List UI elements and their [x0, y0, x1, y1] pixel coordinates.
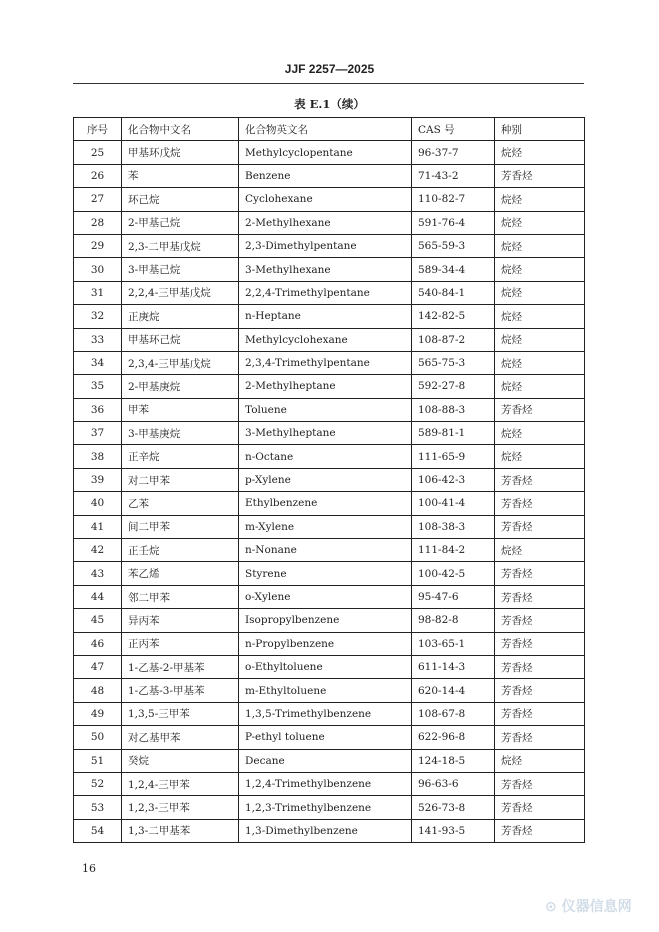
cell-english-name: Cyclohexane — [239, 188, 412, 211]
cell-category: 烷烃 — [495, 258, 585, 281]
cell-english-name: m-Ethyltoluene — [239, 679, 412, 702]
cell-index: 52 — [74, 772, 122, 795]
cell-category: 芳香烃 — [495, 562, 585, 585]
cell-index: 51 — [74, 749, 122, 772]
col-header-english-name: 化合物英文名 — [239, 118, 412, 141]
table-row — [74, 328, 585, 351]
cell-chinese-name: 2,2,4-三甲基戊烷 — [122, 281, 239, 304]
cell-cas-number: 98-82-8 — [412, 609, 495, 632]
cell-english-name: 2,3-Dimethylpentane — [239, 234, 412, 257]
cell-index: 33 — [74, 328, 122, 351]
cell-chinese-name: 2,3-二甲基戊烷 — [122, 234, 239, 257]
cell-cas-number: 526-73-8 — [412, 796, 495, 819]
cell-category: 芳香烃 — [495, 468, 585, 491]
cell-category: 芳香烃 — [495, 164, 585, 187]
cell-category: 芳香烃 — [495, 819, 585, 842]
table-caption: 表 E.1（续） — [294, 97, 365, 111]
cell-cas-number: 96-37-7 — [412, 141, 495, 164]
cell-cas-number: 591-76-4 — [412, 211, 495, 234]
table-row — [74, 141, 585, 164]
cell-index: 31 — [74, 281, 122, 304]
cell-english-name: 2,2,4-Trimethylpentane — [239, 281, 412, 304]
cell-chinese-name: 2-甲基庚烷 — [122, 375, 239, 398]
cell-category: 烷烃 — [495, 328, 585, 351]
table-row — [74, 281, 585, 304]
cell-cas-number: 142-82-5 — [412, 305, 495, 328]
cell-cas-number: 565-59-3 — [412, 234, 495, 257]
table-row — [74, 375, 585, 398]
cell-cas-number: 108-67-8 — [412, 702, 495, 725]
cell-english-name: m-Xylene — [239, 515, 412, 538]
cell-cas-number: 141-93-5 — [412, 819, 495, 842]
cell-english-name: Ethylbenzene — [239, 492, 412, 515]
cell-english-name: p-Xylene — [239, 468, 412, 491]
header-rule — [73, 83, 584, 84]
cell-cas-number: 100-41-4 — [412, 492, 495, 515]
col-header-chinese-name: 化合物中文名 — [122, 118, 239, 141]
cell-chinese-name: 甲基环戊烷 — [122, 141, 239, 164]
cell-index: 42 — [74, 539, 122, 562]
cell-cas-number: 622-96-8 — [412, 726, 495, 749]
cell-cas-number: 100-42-5 — [412, 562, 495, 585]
cell-category: 烷烃 — [495, 211, 585, 234]
cell-chinese-name: 1-乙基-2-甲基苯 — [122, 655, 239, 678]
cell-cas-number: 611-14-3 — [412, 655, 495, 678]
cell-chinese-name: 1,2,3-三甲苯 — [122, 796, 239, 819]
cell-english-name: P-ethyl toluene — [239, 726, 412, 749]
cell-chinese-name: 对乙基甲苯 — [122, 726, 239, 749]
cell-index: 30 — [74, 258, 122, 281]
table-row — [74, 211, 585, 234]
col-header-index: 序号 — [74, 118, 122, 141]
cell-english-name: Decane — [239, 749, 412, 772]
cell-cas-number: 565-75-3 — [412, 351, 495, 374]
cell-index: 29 — [74, 234, 122, 257]
cell-cas-number: 110-82-7 — [412, 188, 495, 211]
cell-chinese-name: 癸烷 — [122, 749, 239, 772]
cell-category: 芳香烃 — [495, 655, 585, 678]
table-row — [74, 445, 585, 468]
cell-chinese-name: 正辛烷 — [122, 445, 239, 468]
cell-cas-number: 111-65-9 — [412, 445, 495, 468]
table-row — [74, 351, 585, 374]
cell-chinese-name: 2-甲基己烷 — [122, 211, 239, 234]
cell-index: 54 — [74, 819, 122, 842]
cell-english-name: 3-Methylhexane — [239, 258, 412, 281]
cell-index: 39 — [74, 468, 122, 491]
cell-chinese-name: 甲苯 — [122, 398, 239, 421]
cell-category: 烷烃 — [495, 234, 585, 257]
cell-english-name: 3-Methylheptane — [239, 422, 412, 445]
cell-cas-number: 108-88-3 — [412, 398, 495, 421]
compound-table — [73, 117, 585, 843]
table-row — [74, 772, 585, 795]
cell-chinese-name: 正壬烷 — [122, 539, 239, 562]
cell-index: 47 — [74, 655, 122, 678]
table-row — [74, 539, 585, 562]
cell-english-name: o-Ethyltoluene — [239, 655, 412, 678]
cell-cas-number: 108-87-2 — [412, 328, 495, 351]
cell-english-name: 1,2,4-Trimethylbenzene — [239, 772, 412, 795]
cell-category: 烷烃 — [495, 422, 585, 445]
cell-category: 芳香烃 — [495, 585, 585, 608]
cell-cas-number: 124-18-5 — [412, 749, 495, 772]
cell-index: 32 — [74, 305, 122, 328]
cell-index: 26 — [74, 164, 122, 187]
table-row — [74, 609, 585, 632]
cell-chinese-name: 1-乙基-3-甲基苯 — [122, 679, 239, 702]
table-row — [74, 562, 585, 585]
table-row — [74, 819, 585, 842]
cell-chinese-name: 乙苯 — [122, 492, 239, 515]
col-header-category: 种别 — [495, 118, 585, 141]
cell-english-name: n-Nonane — [239, 539, 412, 562]
cell-chinese-name: 1,3,5-三甲苯 — [122, 702, 239, 725]
cell-category: 烷烃 — [495, 445, 585, 468]
cell-cas-number: 620-14-4 — [412, 679, 495, 702]
cell-chinese-name: 2,3,4-三甲基戊烷 — [122, 351, 239, 374]
cell-cas-number: 111-84-2 — [412, 539, 495, 562]
cell-index: 53 — [74, 796, 122, 819]
cell-chinese-name: 3-甲基庚烷 — [122, 422, 239, 445]
cell-category: 烷烃 — [495, 749, 585, 772]
cell-english-name: Isopropylbenzene — [239, 609, 412, 632]
table-row — [74, 796, 585, 819]
cell-index: 35 — [74, 375, 122, 398]
cell-category: 烷烃 — [495, 375, 585, 398]
cell-category: 烷烃 — [495, 281, 585, 304]
cell-english-name: 2-Methylheptane — [239, 375, 412, 398]
table-row — [74, 422, 585, 445]
cell-english-name: o-Xylene — [239, 585, 412, 608]
cell-category: 烷烃 — [495, 305, 585, 328]
cell-cas-number: 103-65-1 — [412, 632, 495, 655]
table-row — [74, 234, 585, 257]
cell-chinese-name: 正庚烷 — [122, 305, 239, 328]
cell-cas-number: 592-27-8 — [412, 375, 495, 398]
cell-english-name: 1,3,5-Trimethylbenzene — [239, 702, 412, 725]
cell-chinese-name: 1,3-二甲基苯 — [122, 819, 239, 842]
cell-index: 27 — [74, 188, 122, 211]
cell-category: 芳香烃 — [495, 492, 585, 515]
cell-index: 45 — [74, 609, 122, 632]
table-row — [74, 188, 585, 211]
col-header-cas: CAS 号 — [412, 118, 495, 141]
cell-index: 34 — [74, 351, 122, 374]
table-row — [74, 679, 585, 702]
cell-chinese-name: 异丙苯 — [122, 609, 239, 632]
cell-category: 芳香烃 — [495, 515, 585, 538]
table-row — [74, 492, 585, 515]
table-row — [74, 164, 585, 187]
cell-chinese-name: 对二甲苯 — [122, 468, 239, 491]
cell-chinese-name: 3-甲基己烷 — [122, 258, 239, 281]
cell-cas-number: 589-81-1 — [412, 422, 495, 445]
cell-english-name: 2,3,4-Trimethylpentane — [239, 351, 412, 374]
table-row — [74, 585, 585, 608]
document-header: JJF 2257—2025 — [284, 62, 375, 76]
cell-english-name: n-Octane — [239, 445, 412, 468]
cell-category: 芳香烃 — [495, 796, 585, 819]
cell-category: 芳香烃 — [495, 726, 585, 749]
cell-category: 烷烃 — [495, 141, 585, 164]
cell-index: 49 — [74, 702, 122, 725]
cell-cas-number: 95-47-6 — [412, 585, 495, 608]
cell-index: 36 — [74, 398, 122, 421]
cell-category: 芳香烃 — [495, 772, 585, 795]
cell-index: 40 — [74, 492, 122, 515]
table-row — [74, 515, 585, 538]
cell-category: 烷烃 — [495, 539, 585, 562]
table-row — [74, 632, 585, 655]
cell-english-name: Benzene — [239, 164, 412, 187]
cell-cas-number: 108-38-3 — [412, 515, 495, 538]
cell-english-name: Toluene — [239, 398, 412, 421]
cell-chinese-name: 1,2,4-三甲苯 — [122, 772, 239, 795]
cell-category: 芳香烃 — [495, 702, 585, 725]
cell-index: 41 — [74, 515, 122, 538]
table-row — [74, 726, 585, 749]
cell-chinese-name: 邻二甲苯 — [122, 585, 239, 608]
table-row — [74, 702, 585, 725]
cell-index: 28 — [74, 211, 122, 234]
cell-cas-number: 71-43-2 — [412, 164, 495, 187]
cell-category: 烷烃 — [495, 188, 585, 211]
cell-cas-number: 106-42-3 — [412, 468, 495, 491]
table-row — [74, 258, 585, 281]
cell-cas-number: 540-84-1 — [412, 281, 495, 304]
cell-english-name: n-Heptane — [239, 305, 412, 328]
table-header-row — [74, 118, 585, 141]
watermark-logo: ⊙ 仪器信息网 — [545, 899, 632, 915]
cell-chinese-name: 苯乙烯 — [122, 562, 239, 585]
cell-index: 43 — [74, 562, 122, 585]
cell-english-name: 1,2,3-Trimethylbenzene — [239, 796, 412, 819]
cell-index: 44 — [74, 585, 122, 608]
cell-cas-number: 96-63-6 — [412, 772, 495, 795]
cell-category: 芳香烃 — [495, 632, 585, 655]
table-row — [74, 749, 585, 772]
cell-cas-number: 589-34-4 — [412, 258, 495, 281]
cell-english-name: Methylcyclohexane — [239, 328, 412, 351]
cell-chinese-name: 甲基环己烷 — [122, 328, 239, 351]
cell-index: 50 — [74, 726, 122, 749]
cell-english-name: Styrene — [239, 562, 412, 585]
cell-chinese-name: 间二甲苯 — [122, 515, 239, 538]
table-row — [74, 655, 585, 678]
cell-english-name: 2-Methylhexane — [239, 211, 412, 234]
cell-english-name: Methylcyclopentane — [239, 141, 412, 164]
cell-english-name: 1,3-Dimethylbenzene — [239, 819, 412, 842]
cell-chinese-name: 正丙苯 — [122, 632, 239, 655]
cell-english-name: n-Propylbenzene — [239, 632, 412, 655]
cell-category: 芳香烃 — [495, 398, 585, 421]
cell-chinese-name: 苯 — [122, 164, 239, 187]
cell-index: 46 — [74, 632, 122, 655]
cell-index: 38 — [74, 445, 122, 468]
cell-index: 48 — [74, 679, 122, 702]
table-row — [74, 305, 585, 328]
cell-index: 37 — [74, 422, 122, 445]
table-row — [74, 398, 585, 421]
cell-index: 25 — [74, 141, 122, 164]
cell-chinese-name: 环己烷 — [122, 188, 239, 211]
cell-category: 芳香烃 — [495, 609, 585, 632]
table-row — [74, 468, 585, 491]
cell-category: 芳香烃 — [495, 679, 585, 702]
page-number: 16 — [82, 862, 96, 875]
cell-category: 烷烃 — [495, 351, 585, 374]
